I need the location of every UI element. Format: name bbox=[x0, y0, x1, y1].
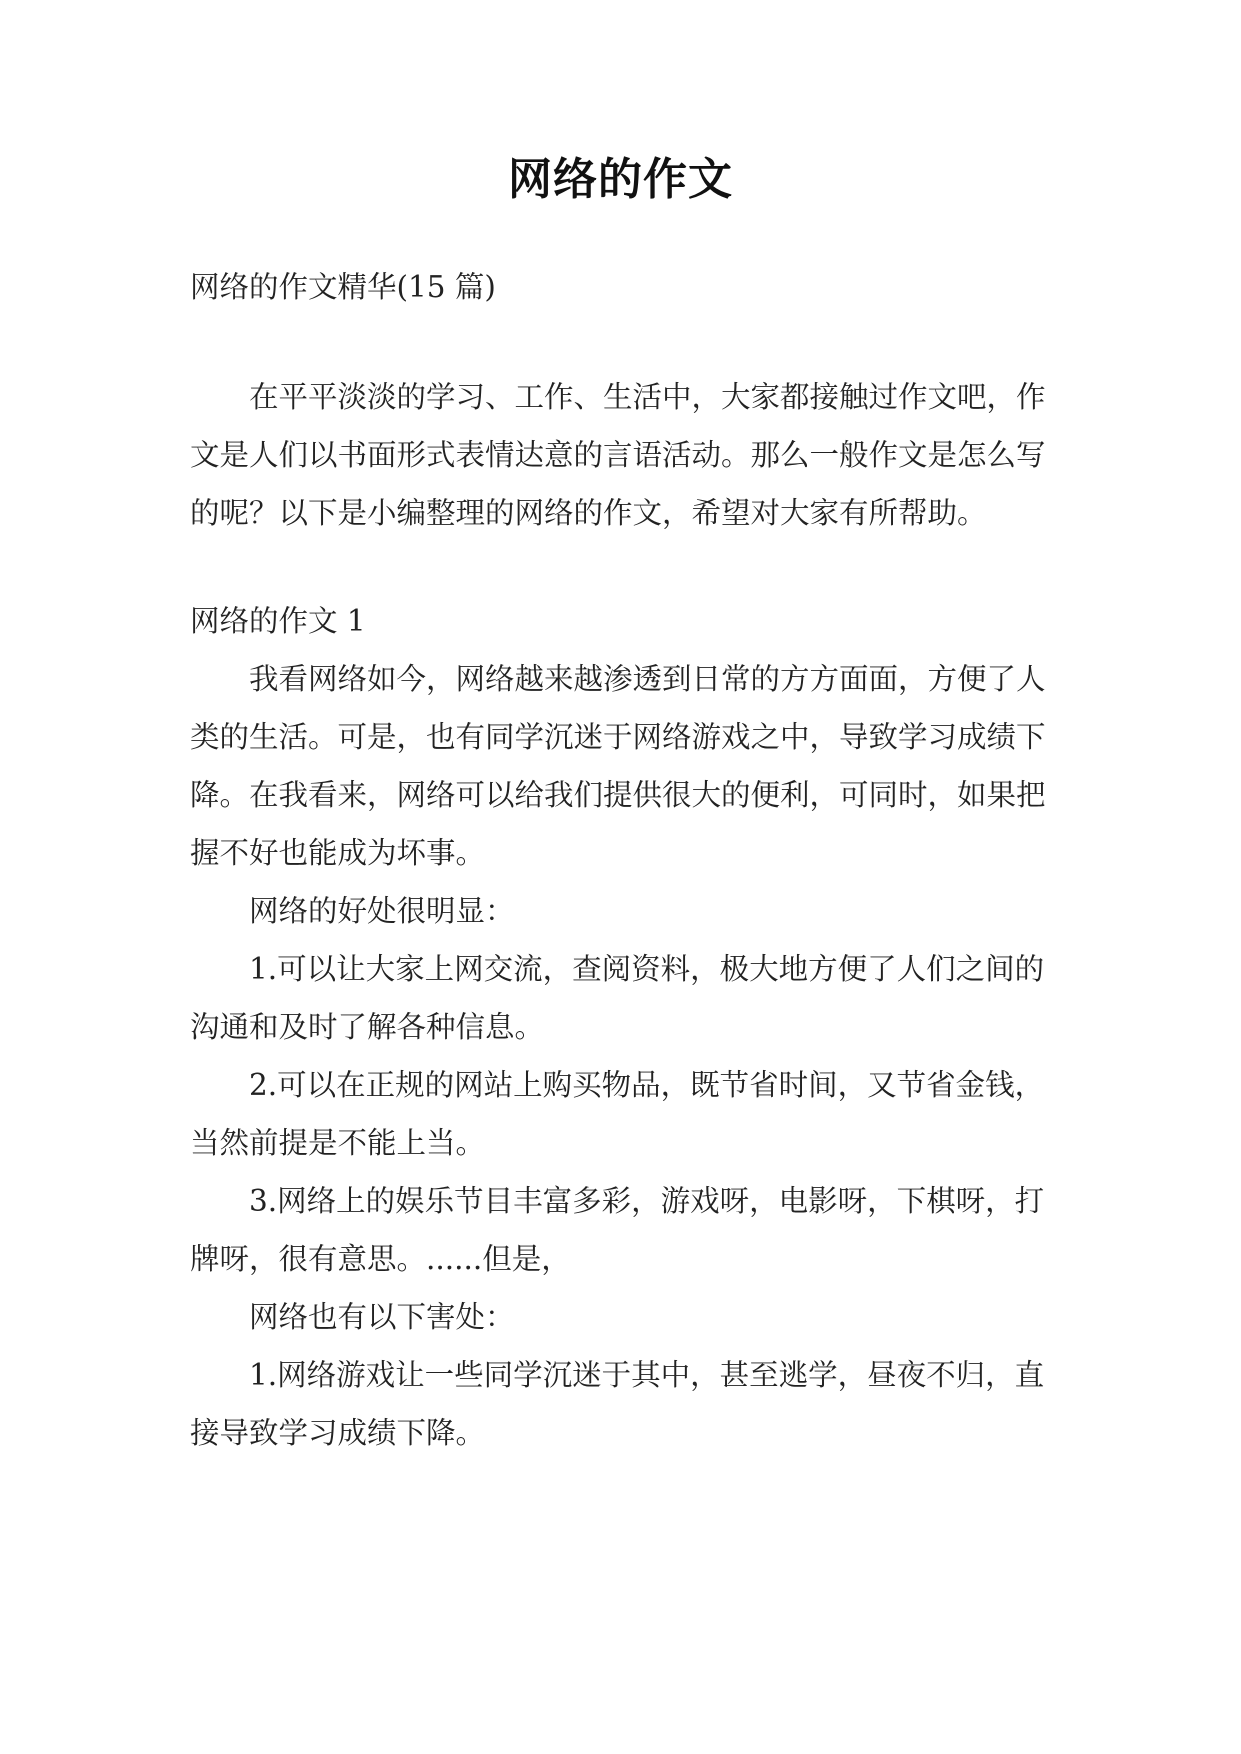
essay-paragraph: 1.网络游戏让一些同学沉迷于其中，甚至逃学，昼夜不归，直接导致学习成绩下降。 bbox=[190, 1358, 1045, 1450]
essay-paragraph: 3.网络上的娱乐节目丰富多彩，游戏呀，电影呀，下棋呀，打牌呀，很有意思。......但是， bbox=[190, 1184, 1045, 1276]
essay-paragraph: 网络的好处很明显： bbox=[249, 894, 515, 928]
essay-paragraph: 1.可以让大家上网交流，查阅资料，极大地方便了人们之间的沟通和及时了解各种信息。 bbox=[190, 952, 1045, 1044]
intro-paragraph: 在平平淡淡的学习、工作、生活中，大家都接触过作文吧，作文是人们以书面形式表情达意的言语活动。那么一般作文是怎么写的呢？以下是小编整理的网络的作文，希望对大家有所帮助。 bbox=[190, 380, 1046, 530]
document-body bbox=[190, 258, 1052, 1462]
essay-paragraph: 网络也有以下害处： bbox=[249, 1300, 515, 1334]
essay-paragraph: 我看网络如今，网络越来越渗透到日常的方方面面，方便了人类的生活。可是，也有同学沉迷于网络游戏之中，导致学习成绩下降。在我看来，网络可以给我们提供很大的便利，可同时，如果把握不好也能成为坏事。 bbox=[190, 662, 1046, 870]
document-subtitle: 网络的作文精华(15 篇) bbox=[190, 270, 496, 304]
page-title: 网络的作文 bbox=[508, 154, 733, 205]
essay-heading: 网络的作文 1 bbox=[190, 604, 366, 638]
essay-paragraph: 2.可以在正规的网站上购买物品，既节省时间，又节省金钱，当然前提是不能上当。 bbox=[190, 1068, 1045, 1160]
